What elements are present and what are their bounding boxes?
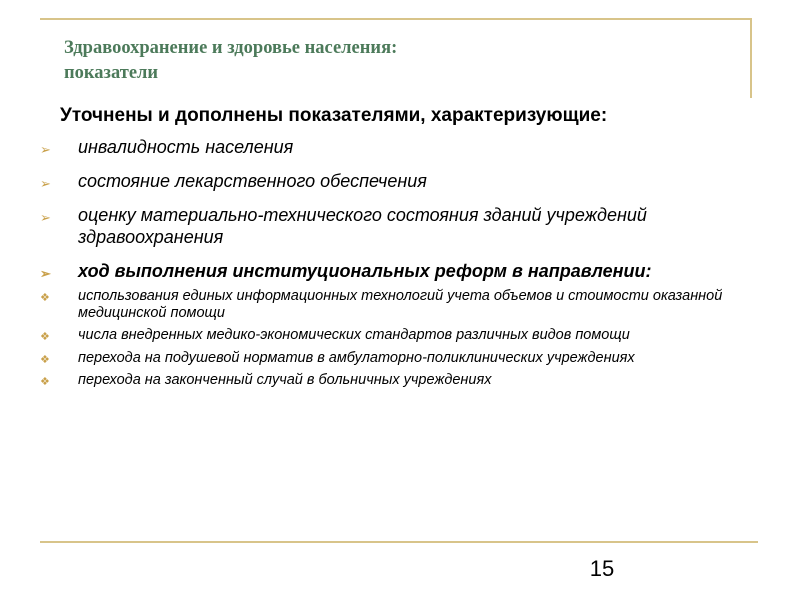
sub-list-item [40, 288, 760, 321]
page-number: 15 [589, 556, 615, 581]
list-item-text: оценку материально-технического состояния зданий учреждений здравоохранения [78, 205, 647, 247]
sub-list-item [40, 372, 760, 389]
title-line-2: показатели [64, 63, 159, 83]
arrow-bullet-icon: ➢ [40, 210, 51, 225]
sub-list-item-text: перехода на подушевой норматив в амбулаторно-поликлинических учреждениях [78, 349, 635, 366]
list-item-text: инвалидность населения [78, 137, 294, 157]
arrow-bullet-icon: ➢ [40, 266, 51, 281]
sub-list-item-text: перехода на законченный случай в больничных учреждениях [78, 372, 492, 388]
slide-title [64, 36, 724, 86]
slide-heading: Уточнены и дополнены показателями, характеризующие: [60, 105, 608, 126]
list-item [40, 204, 760, 248]
list-item-text: ход выполнения институциональных реформ в направлении: [78, 261, 652, 281]
arrow-bullet-icon: ➢ [40, 142, 51, 157]
sub-list-item-text: использования единых информационных технологий учета объемов и стоимости оказанной медицинской помощи [78, 288, 723, 321]
bottom-rule [40, 541, 758, 543]
list-item [40, 170, 760, 192]
title-line-1: Здравоохранение и здоровье населения: [64, 38, 398, 58]
bullet-list [40, 136, 760, 395]
diamond-bullet-icon: ❖ [40, 353, 50, 366]
arrow-bullet-icon: ➢ [40, 176, 51, 191]
top-rule [40, 18, 752, 20]
sub-list-item [40, 327, 760, 344]
list-item [40, 136, 760, 158]
sub-list-item-text: числа внедренных медико-экономических стандартов различных видов помощи [78, 327, 630, 343]
list-item [40, 260, 760, 282]
right-rule [750, 18, 752, 98]
diamond-bullet-icon: ❖ [40, 331, 50, 343]
diamond-bullet-icon: ❖ [40, 292, 50, 304]
sub-list-item [40, 350, 760, 367]
list-item-text: состояние лекарственного обеспечения [78, 171, 427, 191]
diamond-bullet-icon: ❖ [40, 376, 50, 388]
